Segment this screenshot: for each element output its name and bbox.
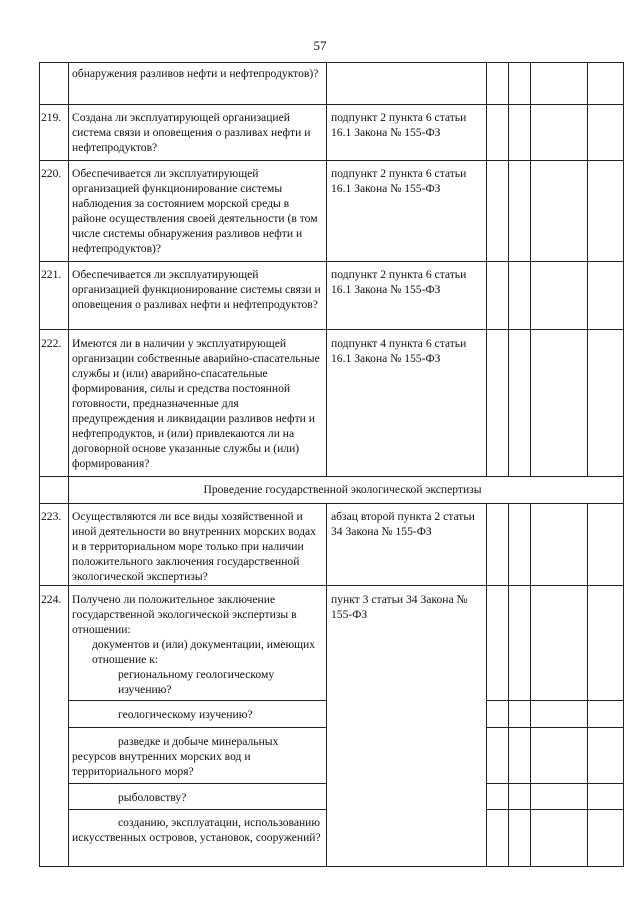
row-number: 221. (41, 268, 62, 281)
question-subitem: региональному геологическому изучению? (118, 668, 275, 696)
question-subitem: рыболовству? (118, 791, 187, 804)
page-number: 57 (313, 38, 327, 53)
question-text: Создана ли эксплуатирующей организацией система связи и оповещения о разливах нефти и нефтепродуктов? (72, 111, 311, 154)
question-subitem: разведке и добыче минеральных ресурсов внутренних морских вод и территориального моря? (72, 735, 279, 778)
question-docs: документов и (или) документации, имеющих отношение к: (92, 638, 316, 666)
legal-reference: пункт 3 статьи 34 Закона № 155-ФЗ (331, 593, 468, 621)
row-number: 223. (41, 510, 62, 523)
legal-reference: подпункт 4 пункта 6 статьи 16.1 Закона № 155-ФЗ (331, 337, 467, 365)
legal-reference: подпункт 2 пункта 6 статьи 16.1 Закона № 155-ФЗ (331, 268, 467, 296)
section-title: Проведение государственной экологической экспертизы (203, 483, 482, 496)
legal-reference: абзац второй пункта 2 статьи 34 Закона № 155-ФЗ (331, 510, 475, 538)
question-text: Обеспечивается ли эксплуатирующей организацией функционирование системы связи и оповещения о разливах нефти и нефтепродуктов? (72, 268, 321, 311)
question-subitem: геологическому изучению? (118, 708, 253, 721)
question-text: обнаружения разливов нефти и нефтепродуктов)? (72, 67, 319, 80)
question-intro: Получено ли положительное заключение государственной экологической экспертизы в отношении: (72, 593, 297, 636)
question-subitem: созданию, эксплуатации, использованию искусственных островов, установок, сооружений? (72, 816, 321, 844)
row-number: 220. (41, 167, 62, 180)
row-number: 222. (41, 337, 62, 350)
row-number: 224. (41, 593, 62, 606)
question-text: Обеспечивается ли эксплуатирующей организацией функционирование системы наблюдения за состоянием морской среды в районе осуществления своей деятельности (в том числе системы обнаружения разливов нефти и нефтепродуктов)? (72, 167, 318, 255)
row-number: 219. (41, 111, 62, 124)
question-text: Осуществляются ли все виды хозяйственной и иной деятельности во внутренних морских водах и в территориальном море только при наличии положительного заключения государственной экологической экспертизы? (72, 510, 316, 583)
legal-reference: подпункт 2 пункта 6 статьи 16.1 Закона № 155-ФЗ (331, 167, 467, 195)
question-text (72, 592, 324, 697)
legal-reference: подпункт 2 пункта 6 статьи 16.1 Закона № 155-ФЗ (331, 111, 467, 139)
question-text: Имеются ли в наличии у эксплуатирующей организации собственные аварийно-спасательные службы и (или) аварийно-спасательные формирования, силы и средства постоянной готовности, предназначенные для предупреждения и ликвидации разливов нефти и нефтепродуктов, и (или) привлекаются ли на договорной основе указанные службы и (или) формирования? (72, 337, 320, 470)
